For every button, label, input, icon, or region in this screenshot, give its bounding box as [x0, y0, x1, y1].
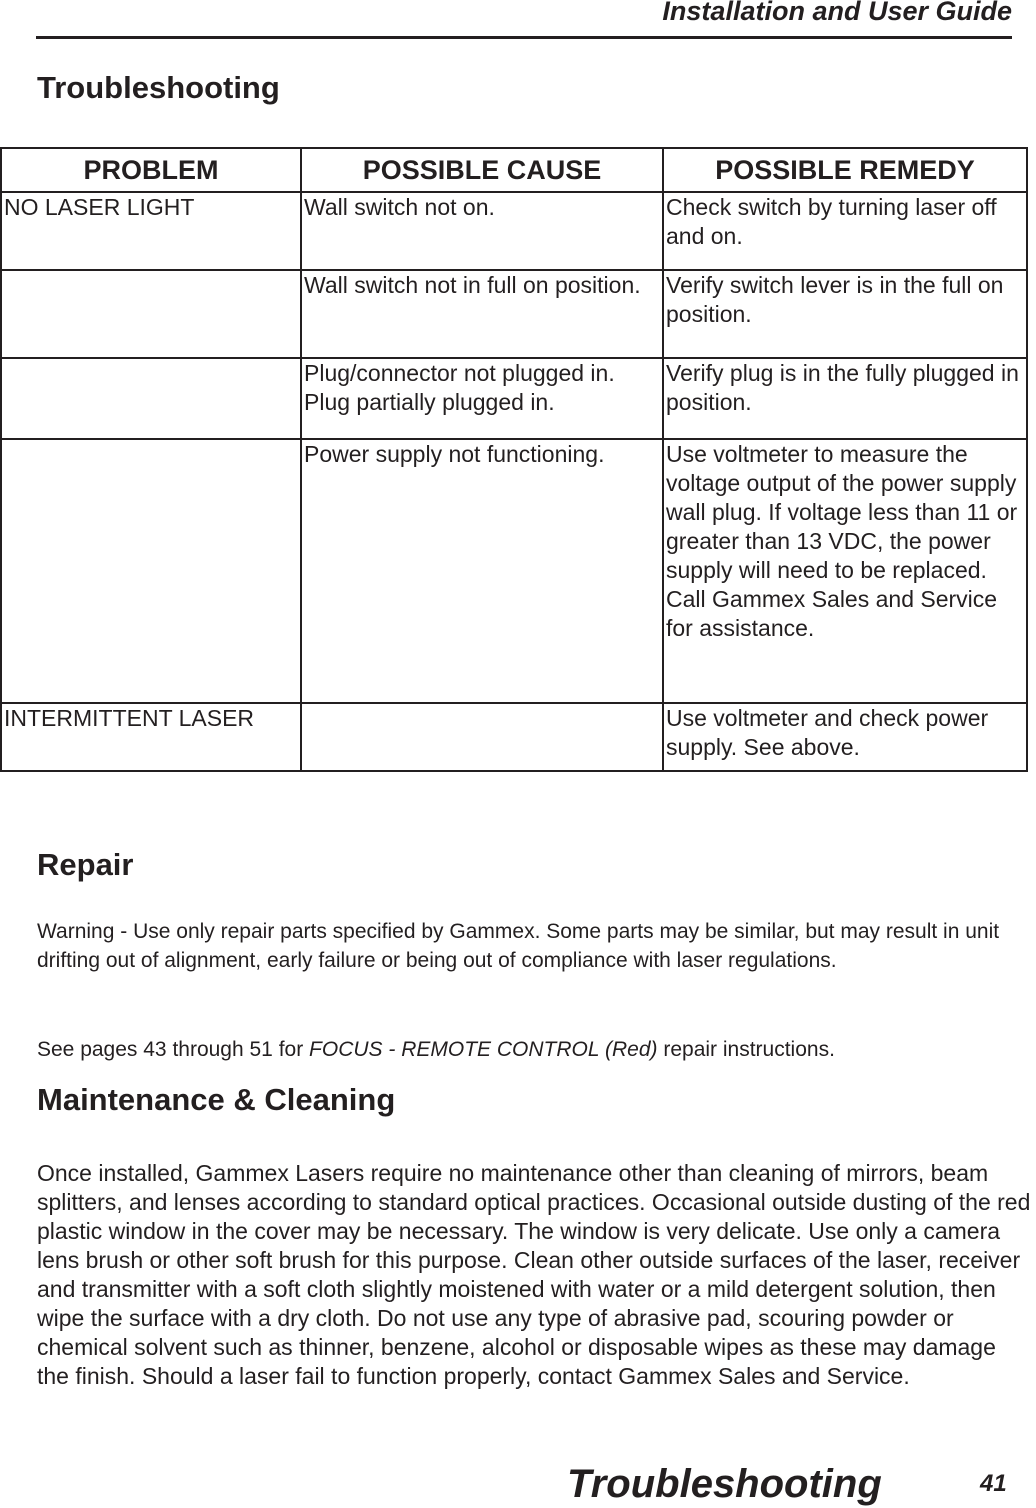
remedy-cell: Verify plug is in the fully plugged in position. [663, 358, 1027, 439]
table-row [1, 439, 1027, 703]
problem-cell: NO LASER LIGHT [1, 192, 301, 270]
column-header-problem: PROBLEM [1, 148, 301, 192]
see-pages-product: FOCUS - REMOTE CONTROL (Red) [309, 1038, 658, 1061]
table-header-row [1, 148, 1027, 192]
column-header-remedy: POSSIBLE REMEDY [663, 148, 1027, 192]
problem-cell [1, 270, 301, 358]
header-rule [36, 36, 1012, 39]
page-number: 41 [980, 1470, 1007, 1497]
remedy-cell: Use voltmeter and check power supply. See above. [663, 703, 1027, 771]
table-row [1, 192, 1027, 270]
remedy-cell: Use voltmeter to measure the voltage output of the power supply wall plug. If voltage less than 11 or greater than 13 VDC, the power supply will need to be replaced. Call Gammex Sales and Service for assistance. [663, 439, 1027, 703]
cause-cell: Plug/connector not plugged in. Plug partially plugged in. [301, 358, 663, 439]
maintenance-body: Once installed, Gammex Lasers require no maintenance other than cleaning of mirrors, beam splitters, and lenses according to standard optical practices. Occasional outside dusting of the red plastic window in the cover may be necessary. The window is very delicate. Use only a camera lens brush or other soft brush for this purpose. Clean other outside surfaces of the laser, receiver and transmitter with a soft cloth slightly moistened with water or a mild detergent solution, then wipe the surface with a dry cloth. Do not use any type of abrasive pad, scouring powder or chemical solvent such as thinner, benzene, alcohol or disposable wipes as these may damage the finish. Should a laser fail to function properly, contact Gammex Sales and Service. [37, 1160, 1031, 1389]
cause-cell: Wall switch not on. [301, 192, 663, 270]
repair-warning: Warning - Use only repair parts specified by Gammex. Some parts may be similar, but may result in unit drifting out of alignment, early failure or being out of compliance with laser regulations. [37, 920, 1000, 972]
problem-cell: INTERMITTENT LASER [1, 703, 301, 771]
cause-cell: Wall switch not in full on position. [301, 270, 663, 358]
table-row [1, 703, 1027, 771]
problem-cell [1, 358, 301, 439]
troubleshooting-heading: Troubleshooting [37, 70, 280, 105]
repair-see-pages [37, 1035, 1017, 1064]
footer-section-title: Troubleshooting [567, 1462, 882, 1506]
remedy-cell: Verify switch lever is in the full on position. [663, 270, 1027, 358]
troubleshooting-table [0, 147, 1028, 772]
see-pages-prefix: See pages 43 through 51 for [37, 1038, 310, 1061]
remedy-cell: Check switch by turning laser off and on. [663, 192, 1027, 270]
cause-cell [301, 703, 663, 771]
header-title: Installation and User Guide [662, 0, 1012, 26]
problem-cell [1, 439, 301, 703]
see-pages-suffix: repair instructions. [657, 1038, 835, 1061]
cause-cell: Power supply not functioning. [301, 439, 663, 703]
repair-heading: Repair [37, 847, 134, 882]
maintenance-heading: Maintenance & Cleaning [37, 1082, 396, 1117]
table-row [1, 270, 1027, 358]
table-row [1, 358, 1027, 439]
column-header-cause: POSSIBLE CAUSE [301, 148, 663, 192]
